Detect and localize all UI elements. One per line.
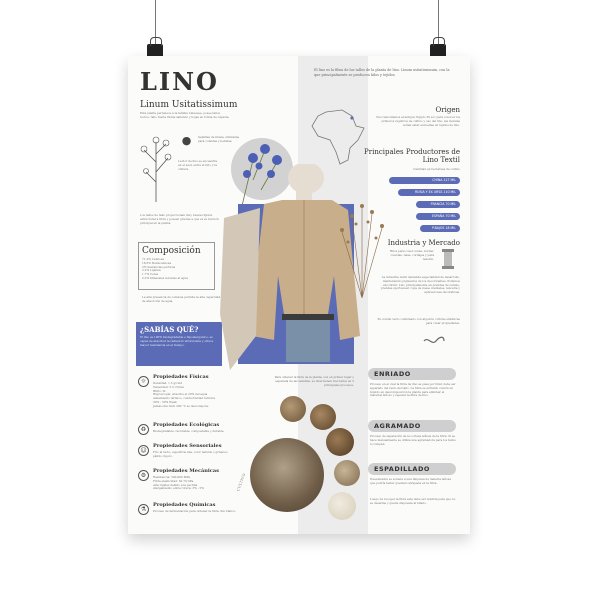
ecological-properties-text: Biodegradable, reciclable, compostable y durable. [153,429,225,433]
process-intro: Para obtener la fibra de la planta, son en primer lugar y separada de las semillas, se intervienen tres tallos en 3 principales procesos. [274,375,354,387]
mechanical-properties-icon: ⚙ [138,470,149,481]
property-line: Alargamiento entre rotura: 3% - 5% [153,486,204,491]
fiber-texture-3 [326,428,354,456]
producer-bar-russia: RUSIA Y EX URSS 110 MIL [398,189,460,196]
property-line: Tenacidad: 5.5 cN/tex [153,384,184,389]
property-line: Jamás sino fácil 200 °C se descompone [153,403,209,408]
scutching-text: Proceso de separación de la corteza leñosa de la fibra. Si se hace manualmente se utiliza una agramadora para los tallos lo rompan. [370,434,456,446]
seed-note: Semillas de linaza, utilizadas para comidas y bebidas. [198,135,240,143]
property-line: Densidad: 1.5 g/cm3 [153,381,183,385]
producer-bar-china: CHINA 127 MIL [389,177,460,184]
ecological-properties-title: Propiedades Ecológicas [153,422,220,428]
composition-item: 1.7% Ceras [142,272,159,277]
property-line: Resistencia: 500-900 MPa [153,475,190,479]
top-intro: El lino es la fibra de los tallos de la planta de lino. Linum usitatissimum, con la que principalmente se producen hilos y tejidos. [314,68,450,77]
industry-text-3: Es común verlo combinado con algodón o fibras sintéticas para crear propiedades. [377,317,460,325]
composition-item: 2% Sustancias pécticas [142,264,176,269]
property-line: 30% - 50% Weak [153,399,177,404]
flower-note: La flor de lino se encuentra en el azul, entre el lirio y la cultura. [178,159,218,171]
producers-subtitle: Cantidad en hectáreas de cultivo [413,167,460,171]
producer-bar-netherlands: P.BAJOS 18 MIL [420,225,460,232]
property-line: Higroscopía: Absorbe el 20% del agua [153,392,208,397]
did-you-know-text: El lino es 100% biodegradable e hipoalergénico, es capaz de absorber la radiación ultravioleta y ofrece mayor resistencia en el tiempo. [140,335,214,347]
ecological-properties-icon: ♻ [138,424,149,435]
retting-heading: ENRIADO [368,368,456,380]
physical-properties-icon: ☼ [138,376,149,387]
fiber-texture-1 [280,396,306,422]
industry-text-1: Hilos para coser, lonas, bordar, cuerdas, telas, cordajes y para tensión. [389,249,434,261]
retting-text: Proceso en el cual la fibra de lino se pasa por hilar, debe ser separado del resto del tallo. La fibra se extraído común un líquido en descomposición la planta para eliminar el material leñoso y separar la fibra de lino. [370,382,456,398]
intro-text: Esta planta pertenece a la familia Linaceae, posee tallos rectos, tallo fuerte fibras saliendo y hojas en forma de cápsula. [140,111,230,119]
fiber-texture-5 [328,492,356,520]
physical-properties-list [153,382,273,408]
seed-icon: ● [181,134,192,147]
poster-title: LINO [140,67,219,96]
industry-text-2: La industria textil demanda especialidad de desarrollo, manteniendo pigmentos de los decolorantes. Podemos encontrar: Lino principalmente en prendas de verano, prendas sportswear, ropa de mesa, manteles, lenceria y aplicaciones decorativas. [380,275,460,295]
did-you-know-title: ¿SABÍAS QUÉ? [140,325,199,334]
composition-item: 2.2% Lignina [142,268,161,273]
producers-title: Principales Productores de Lino Textil [364,148,460,165]
scutching-heading: AGRAMADO [368,420,456,432]
composition-item: 18.6% Hemicelulosa [142,260,172,265]
origin-text: Nos remontamos al antiguo Egipto 30 a.C para conocer los primeros registros de cultivo y uso del lino, las momias solían estar envueltas en tejidos de lino. [376,115,460,127]
property-line: Aislamiento térmico, conductividad térmica [153,396,216,401]
physical-properties-title: Propiedades Físicas [153,374,209,380]
composition-item: 2.2% Minerales solubles al agua [142,275,188,280]
hackling-heading: ESPADILLADO [368,463,456,475]
did-you-know-box [136,322,222,366]
origin-title: Origen [435,106,460,114]
composition-title: Composición [142,246,201,256]
property-line: Fibra elasticidad: 50-70 GPa [153,478,194,483]
sensory-properties-title: Propiedades Sensoriales [153,443,222,449]
fiber-texture-2 [310,404,336,430]
chemical-properties-text: Proceso de fermentación para obtener la fibra. Sin blanco. [153,509,237,513]
chemical-properties-icon: ⚗ [138,504,149,515]
hackling-text-2: Luego de recoger la fibra esta debe ser tendida para que no se desarme y quede dispuesta al hilado. [370,497,456,505]
composition-item: 71.2% Celulosa [142,257,164,261]
composition-note: La alta presencia de celulosa permite la alta capacidad de absorción de agua. [142,295,221,303]
cultivation-stage-label: CULTIVO [236,472,247,492]
industry-title: Industria y Mercado [387,239,460,247]
scientific-name: Linum Usitatissimum [140,100,238,110]
cultivation-photo [250,438,324,512]
sensory-properties-text: Frío al tacto, superficie lisa, color natural o grisáceo pálido, ligero. [153,450,228,458]
thread-spool-icon [440,248,456,270]
producer-bar-spain: ESPAÑA 70 MIL [416,213,460,220]
composition-list [142,258,212,281]
sensory-properties-icon: ☺ [138,445,149,456]
producer-bar-france: FRANCIA 70 MIL [416,201,460,208]
rope-icon [422,336,446,346]
flax-plant-illustration [136,132,176,202]
property-line: Brillo: Si [153,388,166,393]
hackling-text: Nuevamente se somete a una limpieza de materia leñosa que podría haber quedado atrapada en la fibra. [370,477,451,485]
property-line: Alta rigidez debido a la pectina [153,482,198,487]
chemical-properties-title: Propiedades Químicas [153,502,216,508]
linen-infographic-poster [128,56,470,534]
fiber-texture-4 [334,460,360,486]
mechanical-properties-title: Propiedades Mecánicas [153,468,219,474]
stalk-note: Los tallos de tallo proporcionan muy buena rigidez estructural a fibra y poseen gracias a que es su función principal en la planta. [140,213,219,225]
